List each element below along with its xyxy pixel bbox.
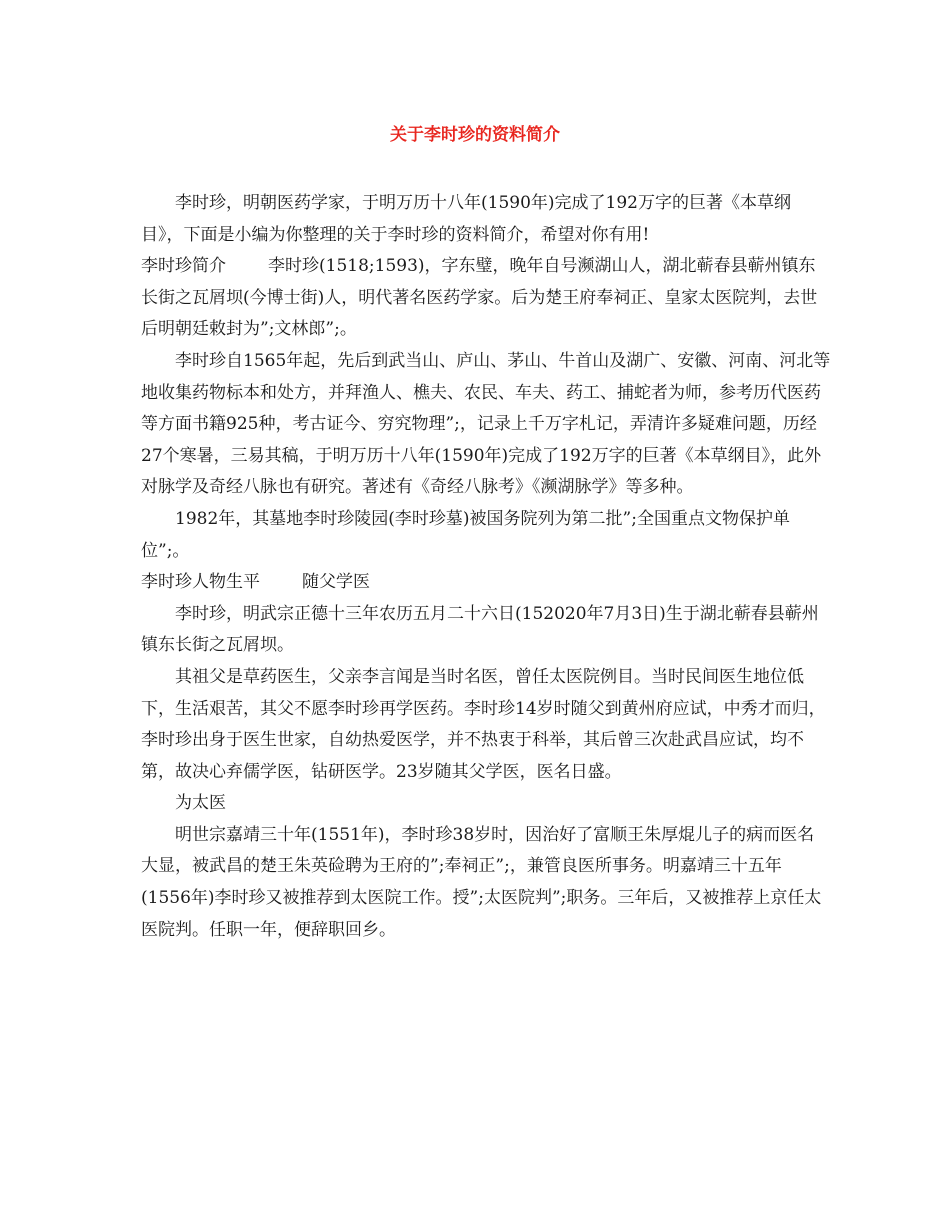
document-title: 关于李时珍的资料简介 <box>390 125 560 145</box>
paragraph-life-heading <box>141 567 831 599</box>
paragraph-tomb: 1982年，其墓地李时珍陵园(李时珍墓)被国务院列为第二批”;全国重点文物保护单位”;。 <box>141 508 790 561</box>
paragraph-physician: 明世宗嘉靖三十年(1551年)，李时珍38岁时，因治好了富顺王朱厚焜儿子的病而医名大显，被武昌的楚王朱英硷聘为王府的”;奉祠正”;，兼管良医所事务。明嘉靖三十五年(1556年)李时珍又被推荐到太医院工作。授”;太医院判”;职务。三年后，又被推荐上京任太医院判。任职一年，便辞职回乡。 <box>141 824 822 940</box>
subheading-physician: 为太医 <box>175 793 226 814</box>
paragraph-family: 其祖父是草药医生，父亲李言闻是当时名医，曾任太医院例目。当时民间医生地位低下，生活艰苦，其父不愿李时珍再学医药。李时珍14岁时随父到黄州府应试，中秀才而归，李时珍出身于医生世家，自幼热爱医学，并不热衷于科举，其后曾三次赴武昌应试，均不第，故决心弃儒学医，钻研医学。23岁随其父学医，医名日盛。 <box>141 666 826 782</box>
subheading-study: 随父学医 <box>302 572 370 593</box>
paragraph-research: 李时珍自1565年起，先后到武当山、庐山、茅山、牛首山及湖广、安徽、河南、河北等地收集药物标本和处方，并拜渔人、樵夫、农民、车夫、药工、捕蛇者为师，参考历代医药等方面书籍925种，考古证今、穷究物理”;，记录上千万字札记，弄清许多疑难问题，历经27个寒暑，三易其稿，于明万历十八年(1590年)完成了192万字的巨著《本草纲目》，此外对脉学及奇经八脉也有研究。著述有《奇经八脉考》《濒湖脉学》等多种。 <box>141 350 831 498</box>
document-body <box>141 188 831 946</box>
paragraph-birth: 李时珍，明武宗正德十三年农历五月二十六日(152020年7月3日)生于湖北蕲春县蕲州镇东长街之瓦屑坝。 <box>141 603 819 656</box>
paragraph-bio-text: 李时珍(1518;1593)，字东璧，晚年自号濒湖山人，湖北蕲春县蕲州镇东长街之瓦屑坝(今博士街)人，明代著名医药学家。后为楚王府奉祠正、皇家太医院判，去世后明朝廷敕封为”;文林郎”;。 <box>141 256 818 340</box>
paragraph-intro: 李时珍，明朝医药学家，于明万历十八年(1590年)完成了192万字的巨著《本草纲目》，下面是小编为你整理的关于李时珍的资料简介，希望对你有用! <box>141 193 791 245</box>
section-heading-bio: 李时珍简介 <box>141 256 226 277</box>
paragraph-bio <box>141 251 831 346</box>
section-heading-life: 李时珍人物生平 <box>141 572 260 593</box>
